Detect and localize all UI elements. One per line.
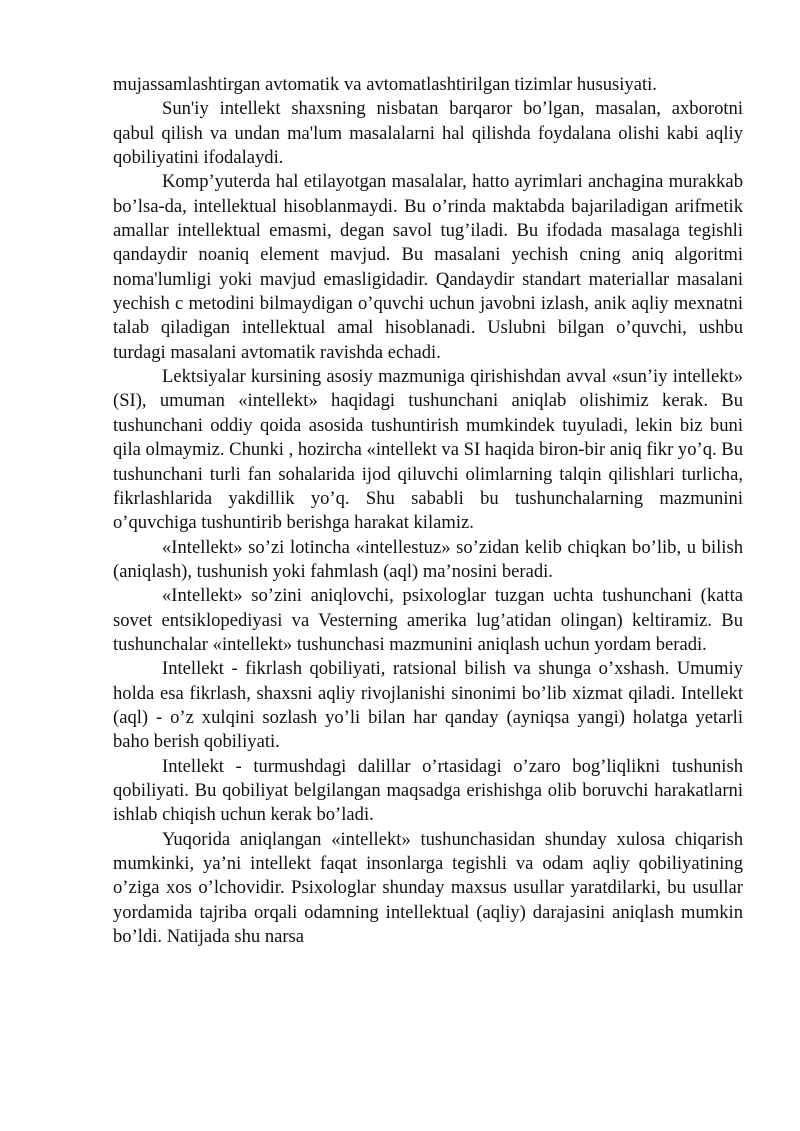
paragraph-conclusion: Yuqorida aniqlangan «intellekt» tushunchasidan shunday xulosa chiqarish mumkinki, ya’ni intellekt faqat insonlarga tegishli va odam aqliy qobiliyatining o’ziga xos o’lchovidir. Psixologlar shunday maxsus usullar yaratdilarki, bu usullar yordamida tajriba orqali odamning intellektual (aqliy) darajasini aniqlash mumkin bo’ldi. Natijada shu narsa bbox=[113, 828, 743, 948]
paragraph-continuation: mujassamlashtirgan avtomatik va avtomatlashtirilgan tizimlar hususiyati. bbox=[113, 74, 657, 95]
paragraph-definition-two: Intellekt - turmushdagi dalillar o’rtasidagi o’zaro bog’liqlikni tushunish qobiliyati. Bu qobiliyat belgilangan maqsadga erishishga olib boruvchi harakatlarni ishlab chiqish uchun kerak bo’ladi. bbox=[113, 755, 743, 826]
paragraph-lecture-intro: Lektsiyalar kursining asosiy mazmuniga qirishishdan avval «sun’iy intellekt» (SI), umuman «intellekt» haqidagi tushunchani aniqlab olishimiz kerak. Bu tushunchani oddiy qoida asosida tushuntirish mumkindek tuyuladi, lekin biz buni qila olmaymiz. Chunki , hozircha «intellekt va SI haqida biron-bir aniq fikr yo’q. Bu tushunchani turli fan sohalarida ijod qiluvchi olimlarning talqin qilishlari turlicha, fikrlashlarida yakdillik yo’q. Shu sababli bu tushunchalarning mazmunini o’quvchiga tushuntirib berishga harakat kilamiz. bbox=[113, 366, 743, 534]
paragraph-computer-tasks: Komp’yuterda hal etilayotgan masalalar, hatto ayrimlari anchagina murakkab bo’lsa-da, intellektual hisoblanmaydi. Bu o’rinda maktabda bajariladigan arifmetik amallar intellektual emasmi, degan savol tug’iladi. Bu ifodada masalaga tegishli qandaydir noaniq element mavjud. Bu masalani yechish cning aniq algoritmi noma'lumligi yoki mavjud emasligidadir. Qandaydir standart materiallar masalani yechish c metodini bilmaydigan o’quvchi uchun javobni izlash, anik aqliy mexnatni talab qiladigan intellektual amal hisoblanadi. Uslubni bilgan o’quvchi, ushbu turdagi masalani avtomatik ravishda echadi. bbox=[113, 171, 743, 363]
paragraph-ai-definition: Sun'iy intellekt shaxsning nisbatan barqaror bo’lgan, masalan, axborotni qabul qilish va undan ma'lum masalalarni hal qilishda foydalana olishi kabi aqliy qobiliyatini ifodalaydi. bbox=[113, 98, 743, 169]
paragraph-word-origin: «Intellekt» so’zi lotincha «intellestuz» so’zidan kelib chiqkan bo’lib, u bilish (aniqlash), tushunish yoki fahmlash (aql) ma’nosini beradi. bbox=[113, 536, 743, 582]
paragraph-three-definitions: «Intellekt» so’zini aniqlovchi, psixologlar tuzgan uchta tushunchani (katta sovet entsiklopediyasi va Vesterning amerika lug’atidan olingan) keltiramiz. Bu tushunchalar «intellekt» tushunchasi mazmunini aniqlash uchun yordam beradi. bbox=[113, 585, 743, 655]
document-page bbox=[113, 73, 743, 949]
paragraph-definition-one: Intellekt - fikrlash qobiliyati, ratsional bilish va shunga o’xshash. Umumiy holda esa fikrlash, shaxsni aqliy rivojlanishi sinonimi bo’lib xizmat qiladi. Intellekt (aql) - o’z xulqini sozlash yo’li bilan har qanday (ayniqsa yangi) holatga yetarli baho berish qobiliyati. bbox=[113, 658, 743, 753]
